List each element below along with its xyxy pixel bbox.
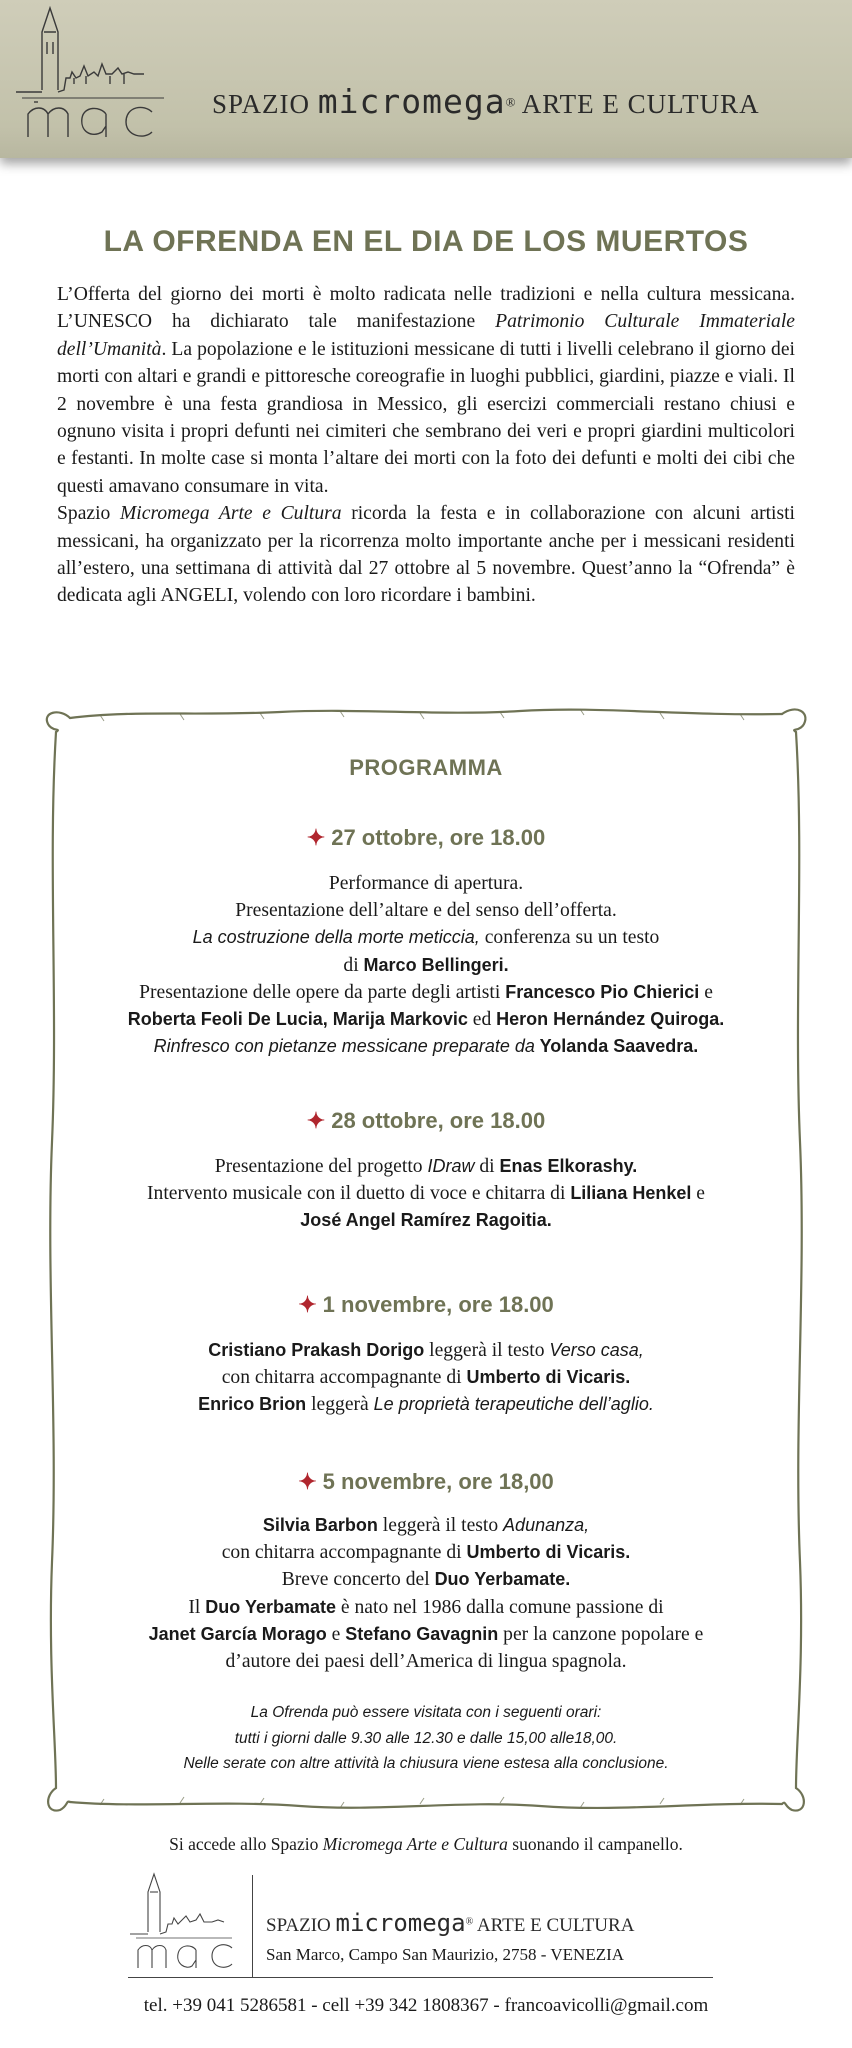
brand-prefix: SPAZIO <box>212 89 318 119</box>
page-title: LA OFRENDA EN EL DIA DE LOS MUERTOS <box>103 225 749 258</box>
star-icon: ✦ <box>306 825 326 850</box>
event-1-details: Performance di apertura. Presentazione dell’altare e del senso dell’offerta. La costruzione della morte meticcia, conferenza su un testo di Marco Bellingeri. Presentazione delle opere da parte degli artisti Francesco Pio Chierici e Roberta Feoli De Lucia, Marija Markovic ed Heron Hernández Quiroga. Rinfresco con pietanze messicane preparate da Yolanda Saavedra. <box>127 873 725 1057</box>
opening-hours: La Ofrenda può essere visitata con i seguenti orari: tutti i giorni dalle 9.30 alle 12.30 e dalle 15,00 alle18,00. Nelle serate con altre attività la chiusura viene estesa alla conclusione. <box>183 1704 669 1772</box>
footer-divider <box>252 1875 253 1977</box>
intro-text <box>57 281 795 610</box>
event-1-heading: ✦ 27 ottobre, ore 18.00 <box>306 825 546 850</box>
access-note: Si accede allo Spazio Micromega Arte e Cultura suonando il campanello. <box>169 1834 683 1854</box>
star-icon: ✦ <box>306 1108 326 1133</box>
footer-rule <box>128 1977 713 1978</box>
footer-address: San Marco, Campo San Maurizio, 2758 - VENEZIA <box>266 1945 625 1964</box>
event-4-details: Silvia Barbon leggerà il testo Adunanza, con chitarra accompagnante di Umberto di Vicaris. Breve concerto del Duo Yerbamate. Il Duo Yerbamate è nato nel 1986 dalla comune passione di Janet García Morago e Stefano Gavagnin per la canzone popolare e d’autore dei paesi dell’America di lingua spagnola. <box>148 1515 704 1673</box>
footer-brand: SPAZIO micromega® ARTE E CULTURA <box>266 1909 635 1937</box>
event-2-heading: ✦ 28 ottobre, ore 18.00 <box>306 1108 546 1133</box>
event-4-heading: ✦ 5 novembre, ore 18,00 <box>298 1469 554 1494</box>
event-3-details: Cristiano Prakash Dorigo leggerà il testo Verso casa, con chitarra accompagnante di Umberto di Vicaris. Enrico Brion leggerà Le proprietà terapeutiche dell’aglio. <box>198 1340 654 1416</box>
event-2-details: Presentazione del progetto IDraw di Enas Elkorashy. Intervento musicale con il duetto di voce e chitarra di Liliana Henkel e José Angel Ramírez Ragoitia. <box>147 1156 705 1231</box>
event-3-heading: ✦ 1 novembre, ore 18.00 <box>298 1292 554 1317</box>
intro-paragraph-2: Spazio Micromega Arte e Cultura ricorda la festa e in collaborazione con alcuni artisti messicani, ha organizzato per la ricorrenza molto importante anche per i messicani residenti all’estero, una settimana di attività dal 27 ottobre al 5 novembre. Quest’anno la “Ofrenda” è dedicata agli ANGELI, volendo con loro ricordare i bambini. <box>57 503 796 607</box>
header-banner <box>0 0 852 158</box>
footer-mac-logo-icon <box>128 1870 250 1974</box>
brand-name: micromega <box>317 82 506 121</box>
contact-info: tel. +39 041 5286581 - cell +39 342 1808367 - francoavicolli@gmail.com <box>143 1995 709 2016</box>
programme-title: PROGRAMMA <box>349 755 503 780</box>
intro-paragraph-1: L’Offerta del giorno dei morti è molto radicata nelle tradizioni e nella cultura messicana. L’UNESCO ha dichiarato tale manifestazione Patrimonio Culturale Immateriale dell’Umanità. La popolazione e le istituzioni messicane di tutti i livelli celebrano il giorno dei morti con altari e grandi e pittoresche coreografie in luoghi pubblici, giardini, piazze e viali. Il 2 novembre è una festa grandiosa in Messico, gli esercizi commerciali restano chiusi e ognuno visita i propri defunti nei cimiteri che sembrano dei veri e propri giardini multicolori e festanti. In molte case si monta l’altare dei morti con la foto dei defunti e molti dei cibi che questi amavano consumare in vita. <box>57 284 795 497</box>
star-icon: ✦ <box>298 1469 317 1494</box>
star-icon: ✦ <box>298 1292 317 1317</box>
brand-suffix: ARTE E CULTURA <box>515 89 760 119</box>
mac-logo-icon <box>14 2 204 152</box>
brand-registered-mark: ® <box>505 94 516 110</box>
header-brand <box>212 82 760 121</box>
